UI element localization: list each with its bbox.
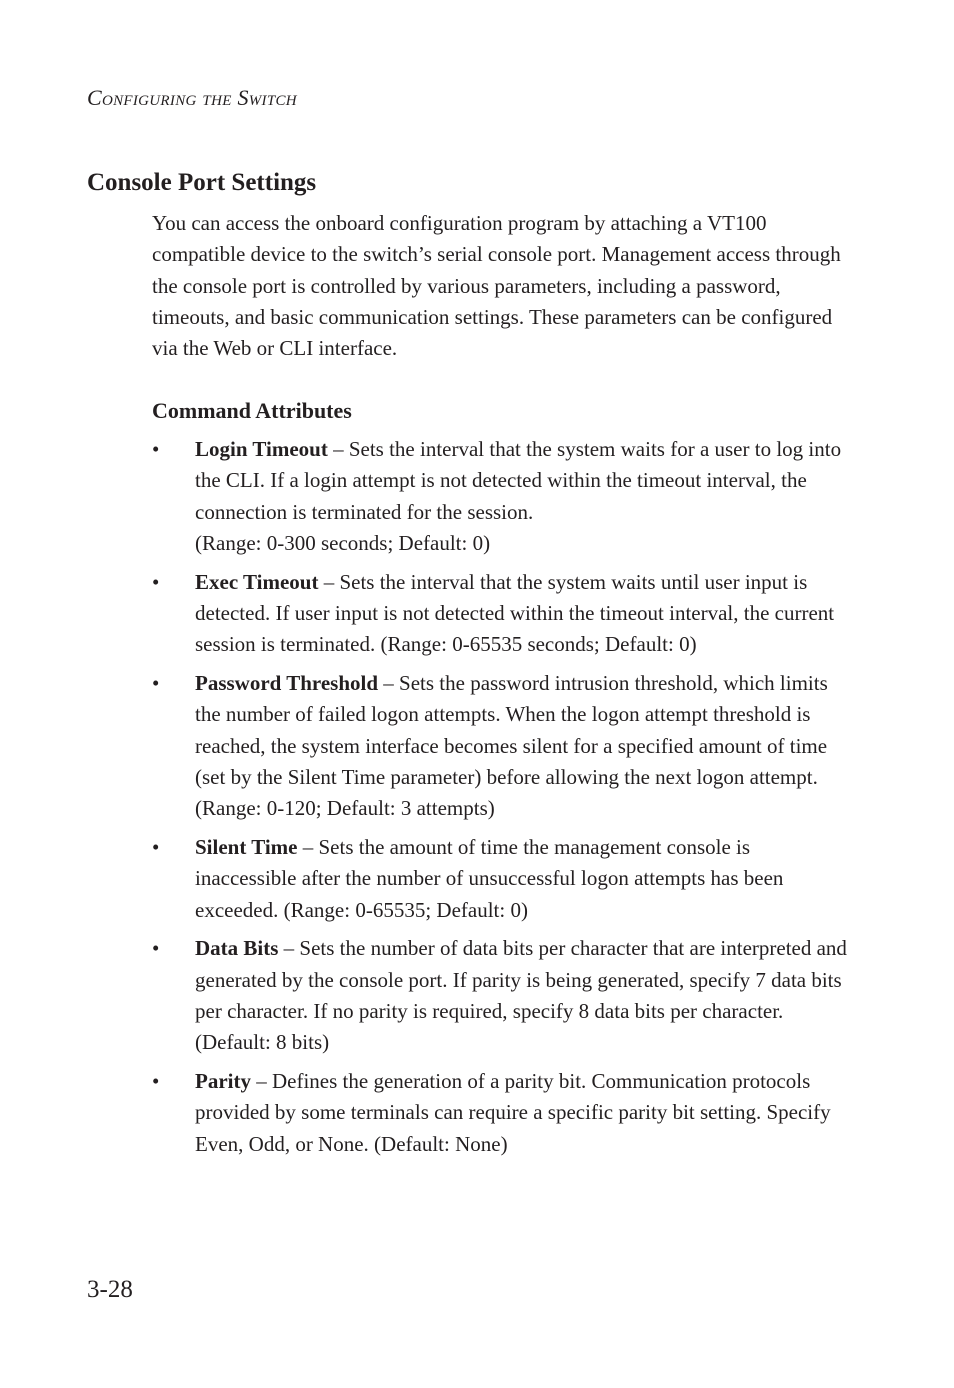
attribute-description: – Sets the amount of time the management console is inaccessible after the number of unsuccessful logon attempts has been exceeded. (Range: 0-65535; Default: 0) [195,835,784,922]
page-number: 3-28 [87,1276,133,1303]
attribute-description: – Sets the password intrusion threshold, which limits the number of failed logon attempts. When the logon attempt threshold is reached, the system interface becomes silent for a specified amount of time (set by the Silent Time parameter) before allowing the next logon attempt. (Range: 0-120; Default: 3 attempts) [195,671,828,821]
bullet-icon: • [152,671,160,696]
command-attributes-heading: Command Attributes [152,398,352,423]
attribute-description: – Sets the number of data bits per character that are interpreted and generated by the console port. If parity is being generated, specify 7 data bits per character. If no parity is required, specify 8 data bits per character. (Default: 8 bits) [195,936,847,1055]
bullet-icon: • [152,936,160,961]
attribute-data-bits [152,933,852,1058]
attribute-exec-timeout [152,567,852,661]
attribute-login-timeout [152,434,852,559]
bullet-icon: • [152,835,160,860]
bullet-icon: • [152,1069,160,1094]
intro-paragraph: You can access the onboard configuration program by attaching a VT100 compatible device to the switch’s serial console port. Management access through the console port is controlled by various parameters, including a password, timeouts, and basic communication settings. These parameters can be configured via the Web or CLI interface. [152,211,841,361]
attribute-term: Silent Time [195,835,298,860]
attribute-description: – Defines the generation of a parity bit. Communication protocols provided by some terminals can require a specific parity bit setting. Specify Even, Odd, or None. (Default: None) [195,1069,831,1156]
attribute-parity [152,1066,852,1160]
running-header: Configuring the Switch [87,85,297,110]
attribute-term: Password Threshold [195,671,379,696]
bullet-icon: • [152,437,160,461]
attribute-term: Parity [195,1069,251,1094]
attribute-term: Exec Timeout [195,569,319,594]
attribute-description: – Sets the interval that the system waits for a user to log into the CLI. If a login attempt is not detected within the timeout interval, the connection is terminated for the session. [195,437,842,524]
attribute-term: Login Timeout [195,437,328,461]
attribute-password-threshold [152,668,852,824]
command-attributes-list [152,434,852,1168]
attribute-term: Data Bits [195,936,279,961]
attribute-silent-time [152,832,852,926]
attribute-range: (Range: 0-300 seconds; Default: 0) [195,530,491,555]
bullet-icon: • [152,569,160,594]
attribute-description: – Sets the interval that the system waits until user input is detected. If user input is not detected within the timeout interval, the current session is terminated. (Range: 0-65535 seconds; Default: 0) [195,569,835,657]
section-title: Console Port Settings [87,169,317,196]
